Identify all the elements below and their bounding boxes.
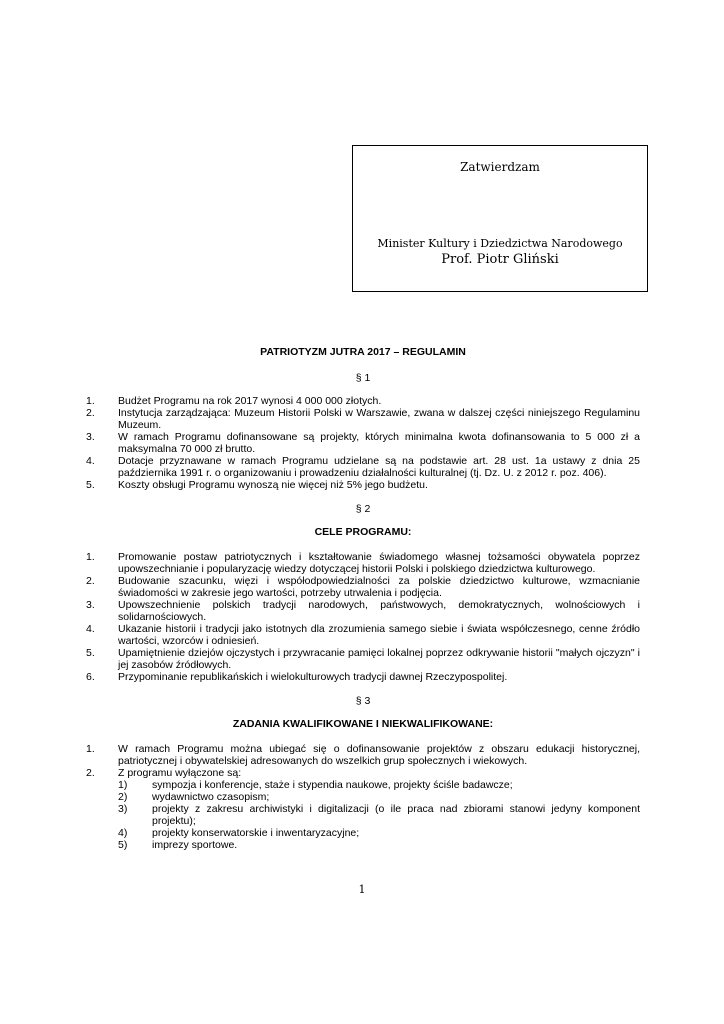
document-title: PATRIOTYZM JUTRA 2017 – REGULAMIN — [260, 346, 466, 358]
list-item: 3. W ramach Programu dofinansowane są projekty, których minimalna kwota dofinansowania to 5 000 zł a maksymalna 70 000 zł brutto. — [86, 431, 640, 455]
document-body — [86, 346, 640, 863]
excluded-intro: Z programu wyłączone są: — [118, 767, 242, 779]
section-3-list — [86, 743, 640, 851]
approver-name: Prof. Piotr Gliński — [441, 252, 559, 267]
list-item: 4. Dotacje przyznawane w ramach Programu udzielane są na podstawie art. 28 ust. 1a ustawy z dnia 25 października 1991 r. o organizowaniu i prowadzeniu działalności kulturalnej (tj. Dz. U. z 2012 r. poz. 406). — [86, 455, 640, 479]
sub-list-item: 5) imprezy sportowe. — [118, 839, 238, 851]
list-item: 2. Z programu wyłączone są: 1) sympozja i konferencje, staże i stypendia naukowe, projekty ściśle badawcze; 2) wydawnictwo czasopism; 3) projekty z zakresu archiwistyki i digitalizacji (o ile praca nad zbiorami stanowi jedyny komponent projektu); 4) projekty konserwatorskie i inwentaryzacyjne; 5) imprezy sportowe. — [86, 767, 640, 851]
sub-list-item: 1) sympozja i konferencje, staże i stypendia naukowe, projekty ściśle badawcze; — [118, 779, 513, 791]
section-3-heading: ZADANIA KWALIFIKOWANE I NIEKWALIFIKOWANE: — [232, 718, 494, 730]
list-item: 2. Budowanie szacunku, więzi i współodpowiedzialności za polskie dziedzictwo kulturowe, wzmacnianie świadomości w zakresie jego wartości, potrzeby utrwalenia i podjęcia. — [86, 575, 640, 599]
list-item: 4. Ukazanie historii i tradycji jako istotnych dla zrozumienia samego siebie i świata współczesnego, cenne źródło wartości, wzorców i odniesień. — [86, 623, 640, 647]
section-2-list — [86, 551, 640, 683]
list-item: 1. Budżet Programu na rok 2017 wynosi 4 000 000 złotych. — [86, 395, 382, 407]
list-item: 1. Promowanie postaw patriotycznych i kształtowanie świadomego własnej tożsamości obywatela poprzez upowszechnianie i popularyzację wiedzy dotyczącej historii Polski i polskiego dziedzictwa kulturowego. — [86, 551, 640, 575]
sub-list-item: 3) projekty z zakresu archiwistyki i digitalizacji (o ile praca nad zbiorami stanowi jedyny komponent projektu); — [118, 803, 640, 827]
approval-box — [352, 145, 648, 292]
list-item: 3. Upowszechnienie polskich tradycji narodowych, państwowych, demokratycznych, wolnościowych i solidarnościowych. — [86, 599, 640, 623]
section-1-sign: § 1 — [355, 372, 371, 384]
list-item: 1. W ramach Programu można ubiegać się o dofinansowanie projektów z obszaru edukacji historycznej, patriotycznej i obywatelskiej adresowanych do wszelkich grup społecznych i wiekowych. — [86, 743, 640, 767]
list-item: 5. Koszty obsługi Programu wynoszą nie więcej niż 5% jego budżetu. — [86, 479, 428, 491]
sub-list-item: 2) wydawnictwo czasopism; — [118, 791, 270, 803]
list-item: 6. Przypominanie republikańskich i wielokulturowych tradycji dawnej Rzeczypospolitej. — [86, 671, 508, 683]
section-1-list — [86, 395, 640, 491]
approver-title: Minister Kultury i Dziedzictwa Narodowego — [377, 237, 623, 250]
excluded-list — [118, 779, 640, 851]
list-item: 5. Upamiętnienie dziejów ojczystych i przywracanie pamięci lokalnej poprzez odkrywanie historii "małych ojczyzn" i jej zasobów źródłowych. — [86, 647, 640, 671]
page-number: 1 — [358, 883, 366, 896]
approval-label: Zatwierdzam — [460, 160, 540, 174]
sub-list-item: 4) projekty konserwatorskie i inwentaryzacyjne; — [118, 827, 360, 839]
section-2-sign: § 2 — [355, 503, 371, 515]
list-item: 2. Instytucja zarządzająca: Muzeum Historii Polski w Warszawie, zwana w dalszej części niniejszego Regulaminu Muzeum. — [86, 407, 640, 431]
section-3-sign: § 3 — [355, 695, 371, 707]
section-2-heading: CELE PROGRAMU: — [314, 526, 412, 538]
